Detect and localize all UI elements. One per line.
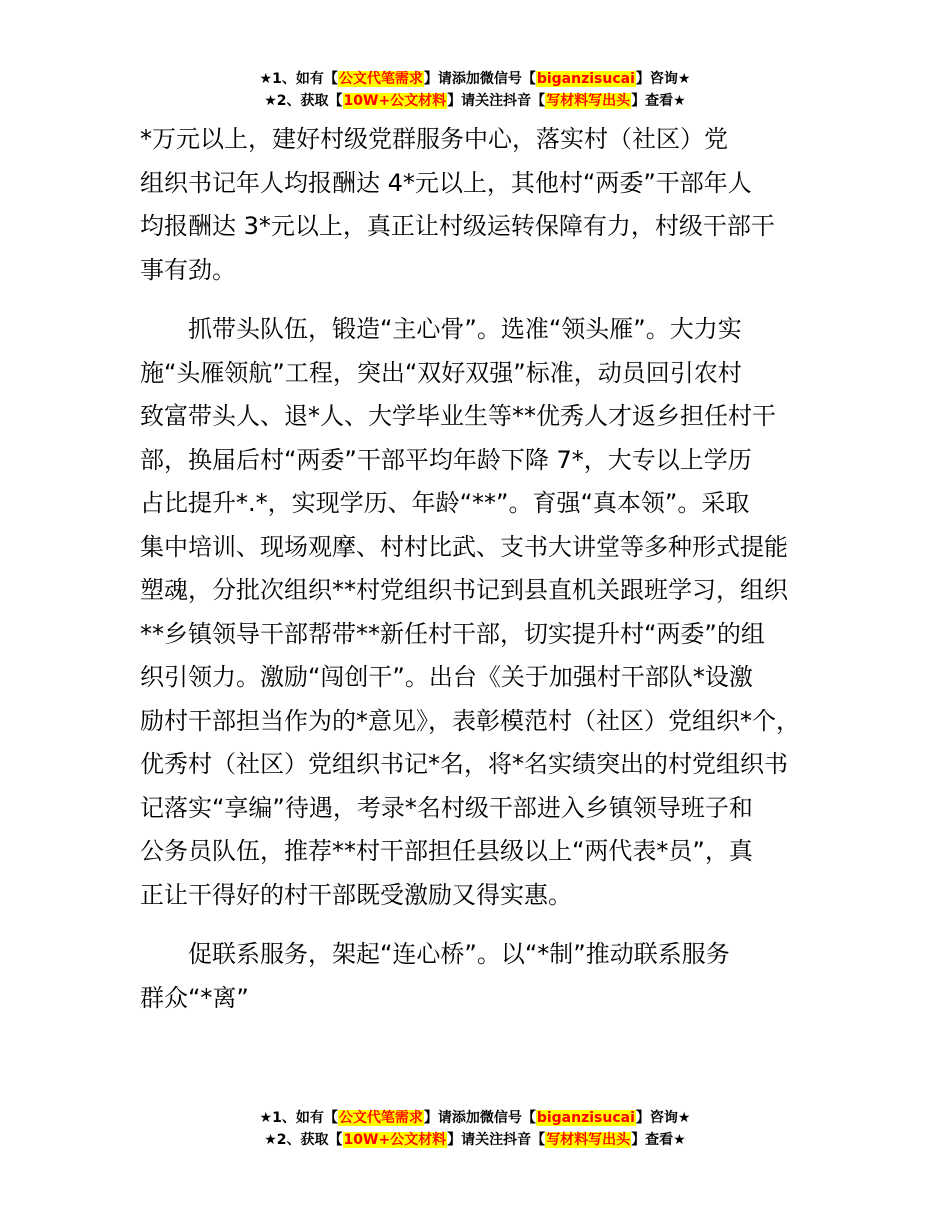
text-line: 抓带头队伍，锻造“主心骨”。选准“领头雁”。大力实 — [188, 315, 742, 343]
footer-banner — [0, 1107, 950, 1151]
banner-text: 】查看★ — [631, 93, 686, 109]
text-line: *万元以上，建好村级党群服务中心，落实村（社区）党 — [140, 125, 728, 153]
text-line: 群众“*离” — [140, 983, 249, 1012]
highlight-service: 公文代笔需求 — [338, 1110, 423, 1126]
text-line: 公务员队伍，推荐**村干部担任县级以上“两代表*员”，真 — [140, 837, 753, 865]
document-body — [140, 118, 840, 1036]
text-line: **乡镇领导干部帮带**新任村干部，切实提升村“两委”的组 — [140, 619, 765, 648]
banner-text: ★2、获取【 — [264, 93, 343, 109]
highlight-douyin: 写材料写出头 — [546, 1132, 631, 1148]
text-line: 事有劲。 — [140, 255, 236, 284]
highlight-materials: 10W+公文材料 — [343, 93, 447, 109]
text-line: 部，换届后村“两委”干部平均年龄下降 7*，大专以上学历 — [140, 445, 752, 474]
text-line: 优秀村（社区）党组织书记*名，将*名实绩突出的村党组织书 — [140, 750, 788, 778]
highlight-wechat-id: biganzisucai — [536, 71, 635, 87]
paragraph-1 — [140, 118, 840, 292]
highlight-service: 公文代笔需求 — [338, 71, 423, 87]
highlight-materials: 10W+公文材料 — [343, 1132, 447, 1148]
banner-line-1 — [0, 68, 950, 90]
banner-text: 】请关注抖音【 — [447, 1132, 546, 1148]
banner-text: 】咨询★ — [635, 71, 691, 87]
text-line: 致富带头人、退*人、大学毕业生等**优秀人才返乡担任村干 — [140, 402, 776, 430]
text-line: 施“头雁领航”工程，突出“双好双强”标准，动员回引农村 — [140, 358, 742, 387]
paragraph-3 — [140, 933, 840, 1020]
banner-text: ★1、如有【 — [259, 1110, 338, 1126]
text-line: 组织书记年人均报酬达 4*元以上，其他村“两委”干部年人 — [140, 168, 752, 197]
banner-text: 】查看★ — [631, 1132, 686, 1148]
banner-line-2 — [0, 1129, 950, 1151]
banner-text: ★2、获取【 — [264, 1132, 343, 1148]
text-line: 记落实“享编”待遇，考录*名村级干部进入乡镇领导班子和 — [140, 793, 753, 822]
text-line: 织引领力。激励“闯创干”。出台《关于加强村干部队*设激 — [140, 663, 753, 691]
banner-text: ★1、如有【 — [259, 71, 338, 87]
text-line: 均报酬达 3*元以上，真正让村级运转保障有力，村级干部干 — [140, 212, 775, 240]
text-line: 占比提升*.*，实现学历、年龄“**”。育强“真本领”。采取 — [140, 489, 750, 517]
paragraph-2 — [140, 308, 840, 917]
banner-text: 】请关注抖音【 — [447, 93, 546, 109]
header-banner — [0, 68, 950, 112]
highlight-douyin: 写材料写出头 — [546, 93, 631, 109]
highlight-wechat-id: biganzisucai — [536, 1110, 635, 1126]
text-line: 塑魂，分批次组织**村党组织书记到县直机关跟班学习，组织 — [140, 576, 788, 604]
banner-text: 】请添加微信号【 — [423, 1110, 536, 1126]
text-line: 促联系服务，架起“连心桥”。以“*制”推动联系服务 — [188, 940, 730, 968]
banner-line-2 — [0, 90, 950, 112]
banner-text: 】请添加微信号【 — [423, 71, 536, 87]
text-line: 励村干部担当作为的*意见》，表彰模范村（社区）党组织*个， — [140, 706, 800, 735]
text-line: 集中培训、现场观摩、村村比武、支书大讲堂等多种形式提能 — [140, 532, 788, 561]
text-line: 正让干得好的村干部既受激励又得实惠。 — [140, 880, 572, 909]
banner-line-1 — [0, 1107, 950, 1129]
banner-text: 】咨询★ — [635, 1110, 691, 1126]
